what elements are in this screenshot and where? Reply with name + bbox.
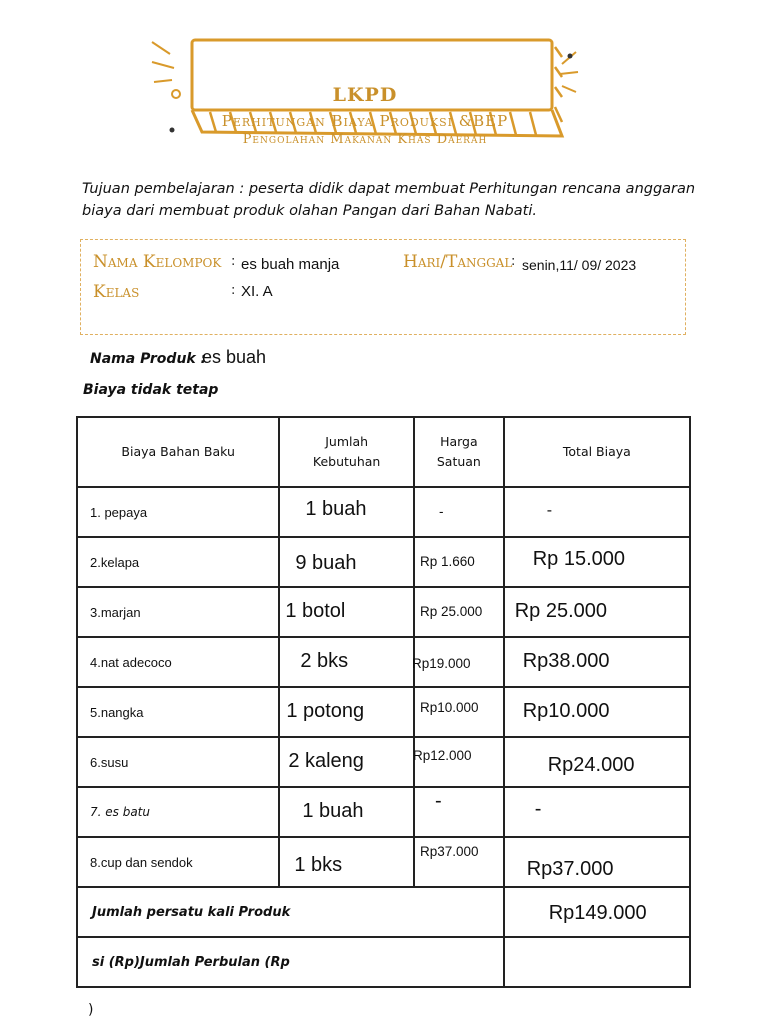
table-header-row	[77, 417, 690, 487]
row-total	[504, 637, 690, 687]
row-total	[504, 587, 690, 637]
row-price	[414, 587, 504, 637]
per-production-total-text: Rp149.000	[548, 902, 647, 924]
table-row	[77, 837, 690, 887]
monthly-total	[504, 937, 690, 987]
per-production-total	[504, 887, 690, 937]
row-qty-text: 2 bks	[300, 650, 349, 672]
row-item: 3.marjan	[77, 587, 279, 637]
learning-goal-line-2: biaya dari membuat produk olahan Pangan dari Bahan Nabati.	[82, 203, 537, 219]
row-qty-text: 9 buah	[295, 552, 357, 574]
row-total-text: -	[546, 502, 553, 519]
row-price	[414, 487, 504, 537]
row-item: 6.susu	[77, 737, 279, 787]
cost-table	[76, 416, 691, 988]
row-price-text: Rp12.000	[412, 748, 472, 763]
group-name-label: Nama Kelompok	[93, 252, 222, 272]
row-item: 5.nangka	[77, 687, 279, 737]
learning-goal-line-1: Tujuan pembelajaran : peserta didik dapat membuat Perhitungan rencana anggaran	[82, 181, 696, 197]
row-qty-text: 1 botol	[285, 600, 346, 622]
row-qty	[279, 787, 414, 837]
header-quantity-line-2: Kebutuhan	[312, 454, 381, 469]
class-value: XI. A	[241, 283, 273, 300]
row-qty	[279, 537, 414, 587]
row-qty-text: 1 buah	[302, 800, 364, 822]
row-price-text: Rp 1.660	[419, 554, 475, 569]
date-colon: :	[511, 254, 516, 269]
closing-paren: )	[88, 1002, 94, 1018]
row-qty-text: 1 potong	[286, 700, 365, 722]
date-label: Hari/Tanggal	[403, 252, 513, 272]
header-unit-price	[414, 417, 504, 487]
row-total	[504, 787, 690, 837]
section-title: Biaya tidak tetap	[83, 382, 219, 398]
row-price-text: -	[434, 790, 442, 812]
row-qty	[279, 637, 414, 687]
header-total: Total Biaya	[504, 417, 690, 487]
row-item: 2.kelapa	[77, 537, 279, 587]
row-qty-text: 2 kaleng	[288, 750, 364, 772]
worksheet-subtitle: Perhitungan Biaya Produksi &BEP	[221, 112, 509, 130]
row-qty	[279, 837, 414, 887]
class-label: Kelas	[93, 282, 140, 302]
group-name-colon: :	[231, 254, 236, 269]
row-item: 8.cup dan sendok	[77, 837, 279, 887]
row-price	[411, 637, 504, 687]
table-row	[77, 787, 690, 837]
header-quantity	[279, 417, 414, 487]
row-total-text: Rp 15.000	[532, 548, 626, 570]
row-qty	[279, 487, 414, 537]
row-item: 4.nat adecoco	[77, 637, 279, 687]
row-item: 7. es batu	[77, 787, 279, 837]
row-total-text: Rp38.000	[522, 650, 610, 672]
per-production-total-label: Jumlah persatu kali Produk	[77, 887, 504, 937]
row-total-text: Rp10.000	[522, 700, 610, 722]
row-price-text: Rp37.000	[419, 844, 479, 859]
row-qty	[279, 687, 414, 737]
row-price-text: Rp10.000	[419, 700, 479, 715]
row-price	[414, 537, 504, 587]
table-row	[77, 687, 690, 737]
header-quantity-line-1: Jumlah	[325, 434, 369, 449]
row-qty	[279, 587, 414, 637]
group-name-value: es buah manja	[241, 256, 340, 273]
product-label: Nama Produk :	[90, 351, 207, 367]
row-price-text: Rp19.000	[411, 656, 471, 671]
header-material: Biaya Bahan Baku	[77, 417, 279, 487]
row-total-text: -	[534, 798, 542, 820]
table-footer-row	[77, 887, 690, 937]
worksheet-title: LKPD	[332, 84, 398, 106]
worksheet-subtitle-2: Pengolahan Makanan Khas Daerah	[242, 132, 488, 147]
table-footer-row	[77, 937, 690, 987]
class-colon: :	[231, 283, 236, 298]
row-qty-text: 1 bks	[294, 854, 343, 876]
header-unit-price-line-2: Satuan	[436, 454, 481, 469]
row-qty	[279, 737, 414, 787]
row-price	[414, 837, 504, 887]
header-unit-price-line-1: Harga	[440, 434, 478, 449]
product-value: es buah	[202, 347, 267, 367]
title-banner	[150, 32, 580, 147]
row-price-text: -	[438, 504, 444, 519]
row-price	[414, 787, 504, 837]
row-total	[504, 837, 690, 887]
row-total	[504, 487, 690, 537]
row-total-text: Rp24.000	[547, 754, 635, 776]
monthly-total-label: si (Rp)Jumlah Perbulan (Rp	[77, 937, 504, 987]
row-total	[504, 687, 690, 737]
table-row	[77, 537, 690, 587]
row-qty-text: 1 buah	[305, 498, 367, 520]
learning-goal	[82, 178, 702, 222]
row-total	[504, 537, 690, 587]
row-total-text: Rp 25.000	[514, 600, 608, 622]
row-price-text: Rp 25.000	[419, 604, 483, 619]
row-price	[414, 737, 504, 787]
table-row	[77, 487, 690, 537]
row-total	[504, 737, 690, 787]
table-row	[77, 637, 690, 687]
row-total-text: Rp37.000	[526, 858, 614, 880]
table-row	[77, 587, 690, 637]
table-row	[77, 737, 690, 787]
date-value: senin,11/ 09/ 2023	[522, 257, 637, 273]
row-item: 1. pepaya	[77, 487, 279, 537]
identity-box	[80, 239, 686, 335]
row-price	[414, 687, 504, 737]
